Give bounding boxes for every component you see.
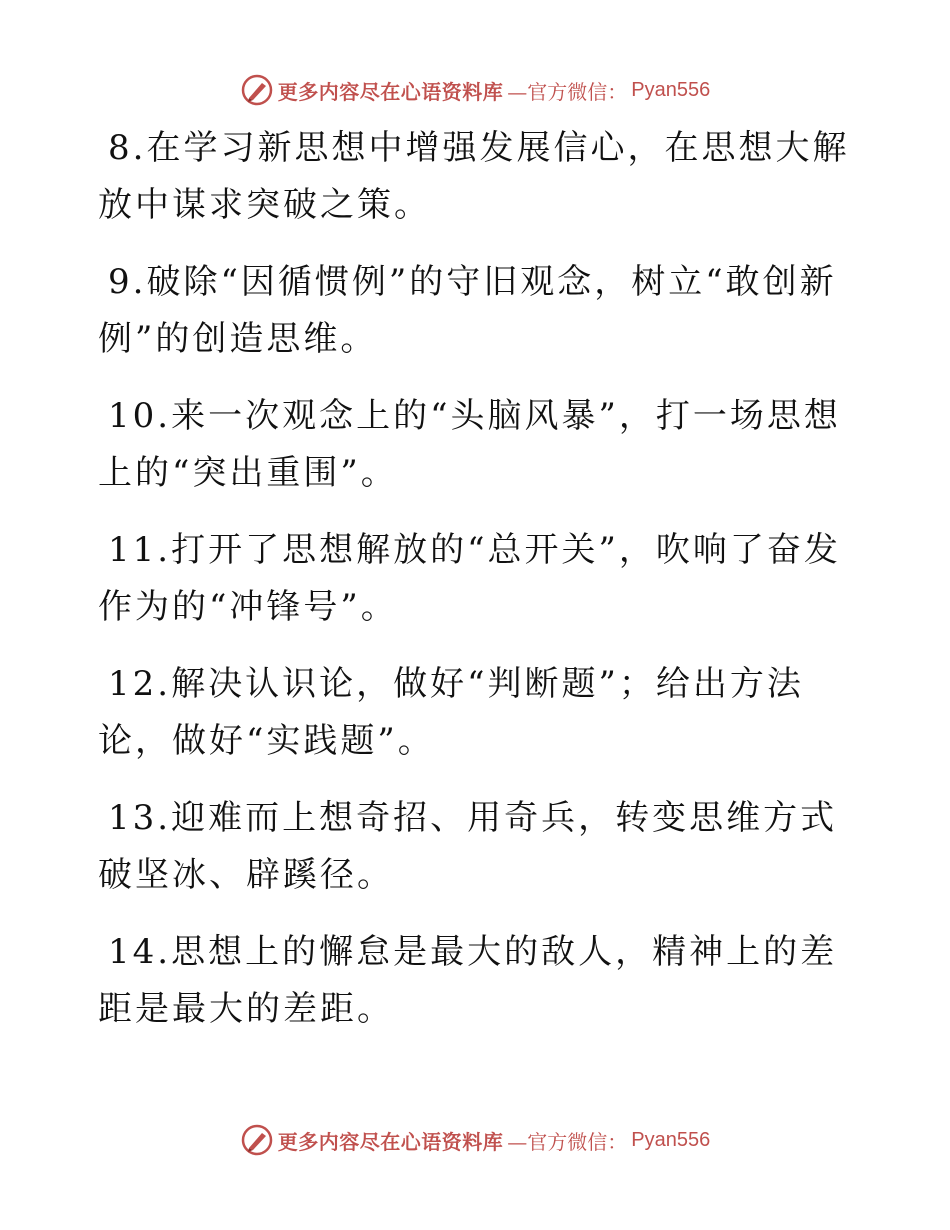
header-watermark	[0, 68, 950, 112]
list-item: 12.解决认识论，做好“判断题”；给出方法论，做好“实践题”。	[98, 664, 804, 761]
footer-watermark	[0, 1118, 950, 1162]
watermark-main-text: 更多内容尽在心语资料库	[277, 79, 504, 104]
watermark-separator: —官方微信：	[507, 1129, 628, 1154]
pen-logo-icon	[240, 73, 274, 107]
watermark-wechat-id: Pyan556	[631, 78, 711, 101]
watermark-wechat-id: Pyan556	[631, 1128, 711, 1151]
list-item: 8.在学习新思想中增强发展信心，在思想大解放中谋求突破之策。	[98, 128, 850, 225]
watermark-brand	[240, 73, 710, 107]
list-item: 9.破除“因循惯例”的守旧观念，树立“敢创新例”的创造思维。	[98, 262, 837, 359]
list-item: 10.来一次观念上的“头脑风暴”，打一场思想上的“突出重围”。	[98, 396, 841, 493]
list-item: 14.思想上的懈怠是最大的敌人，精神上的差距是最大的差距。	[98, 932, 838, 1029]
watermark-brand	[240, 1123, 710, 1157]
document-body	[98, 120, 858, 1058]
watermark-separator: —官方微信：	[507, 79, 628, 104]
list-item: 13.迎难而上想奇招、用奇兵，转变思维方式破坚冰、辟蹊径。	[98, 798, 838, 895]
list-item: 11.打开了思想解放的“总开关”，吹响了奋发作为的“冲锋号”。	[98, 530, 841, 627]
pen-logo-icon	[240, 1123, 274, 1157]
watermark-main-text: 更多内容尽在心语资料库	[277, 1129, 504, 1154]
